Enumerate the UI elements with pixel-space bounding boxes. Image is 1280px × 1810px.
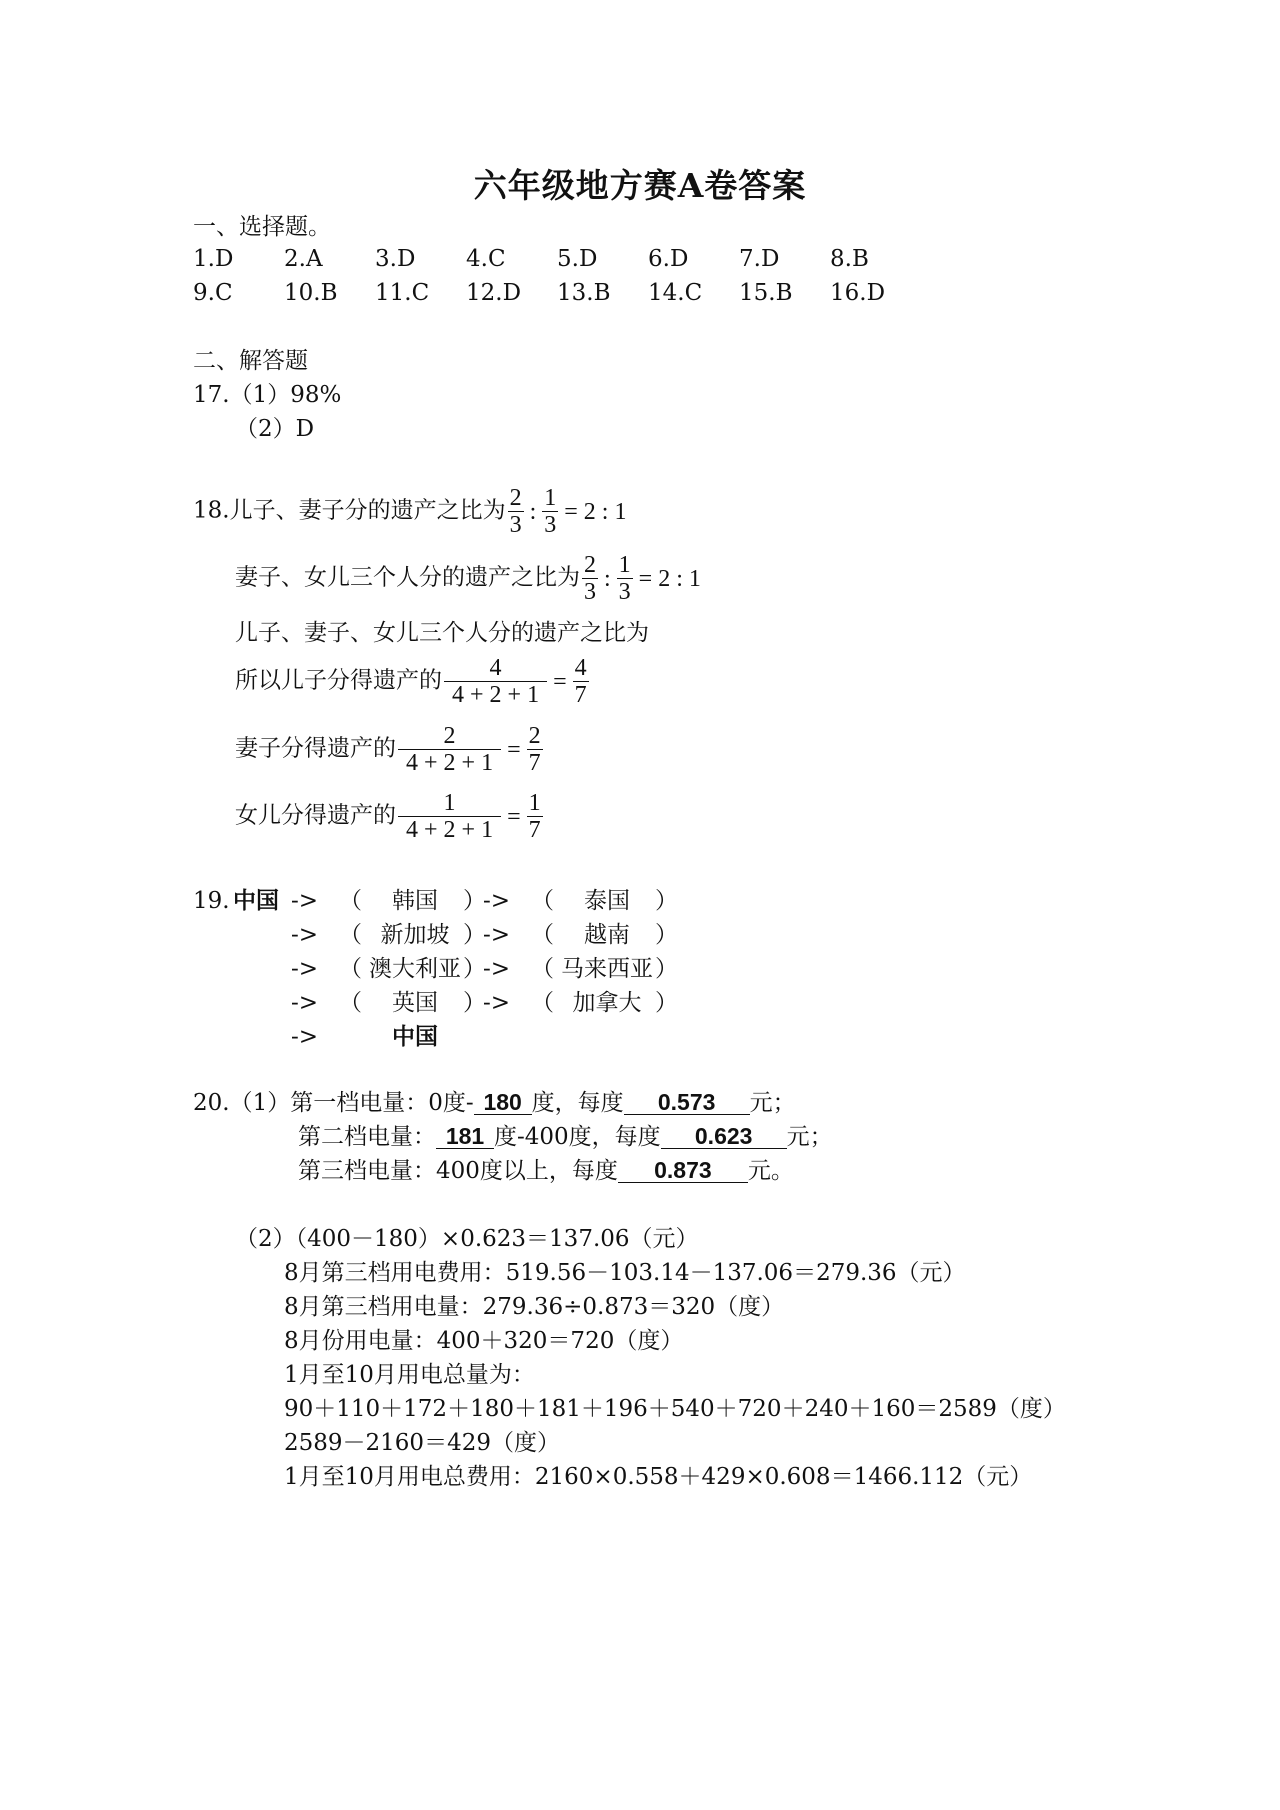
q20-part2-line: 8月第三档用电量：279.36÷0.873＝320（度） <box>284 1294 785 1320</box>
arrow: -> <box>291 1024 319 1050</box>
arrow: -> <box>291 888 319 914</box>
q20-part2-line: 1月至10月用电总费用：2160×0.558＋429×0.608＝1466.112（元） <box>284 1464 1033 1490</box>
q20-part1-line3: 第三档电量：400度以上，每度 0.873 元。 <box>298 1157 794 1184</box>
mc-answer: 4.C <box>466 246 506 272</box>
arrow: -> <box>291 956 319 982</box>
arrow: -> <box>483 956 511 982</box>
fraction: $\frac{4}{7}$ <box>574 655 587 708</box>
blank-answer: 181 <box>436 1124 494 1149</box>
route-stop: 马来西亚 <box>561 956 653 982</box>
q20-part2-line: （2）（400－180）×0.623＝137.06（元） <box>235 1226 699 1252</box>
page-title: 六年级地方赛A卷答案 <box>473 166 807 205</box>
mc-answer: 14.C <box>648 280 703 306</box>
q18-line-2: 妻子、女儿三个人分的遗产之比为 $\frac{2}{3}$ : $\frac{1}{3}$ = 2 : 1 <box>235 552 701 605</box>
q18-line-3: 儿子、妻子、女儿三个人分的遗产之比为 <box>235 620 649 646</box>
route-stop: 韩国 <box>392 888 438 914</box>
route-stop: 英国 <box>392 990 438 1016</box>
q17-part2: （2）D <box>235 416 315 442</box>
fraction: $\frac{4}{4 + 2 + 1}$ <box>444 655 547 708</box>
route-stop: 越南 <box>584 922 630 948</box>
section-heading-solutions: 二、解答题 <box>193 348 308 374</box>
mc-answer: 13.B <box>557 280 611 306</box>
fraction: $\frac{2}{4 + 2 + 1}$ <box>398 723 501 776</box>
blank-answer: 0.873 <box>618 1158 748 1183</box>
mc-answer: 7.D <box>739 246 780 272</box>
route-start: 中国 <box>233 887 279 914</box>
mc-answers-row-1 <box>193 244 921 274</box>
mc-answer: 10.B <box>284 280 338 306</box>
q20-part2-line: 8月份用电量：400＋320＝720（度） <box>284 1328 684 1354</box>
mc-answer: 1.D <box>193 246 234 272</box>
fraction: $\frac{1}{3}$ <box>544 485 557 538</box>
arrow: -> <box>291 990 319 1016</box>
q20-part2-line: 8月第三档用电费用：519.56－103.14－137.06＝279.36（元） <box>284 1260 966 1286</box>
blank-answer: 180 <box>474 1090 532 1115</box>
q18-line-6: 女儿分得遗产的 $\frac{1}{4 + 2 + 1}$ = $\frac{1}{7}$ <box>235 790 541 843</box>
arrow: -> <box>291 922 319 948</box>
route-stop: 澳大利亚 <box>369 956 461 982</box>
mc-answer: 3.D <box>375 246 416 272</box>
mc-answer: 6.D <box>648 246 689 272</box>
fraction: $\frac{1}{4 + 2 + 1}$ <box>398 790 501 843</box>
arrow: -> <box>483 990 511 1016</box>
mc-answer: 16.D <box>830 280 886 306</box>
q20-part1-line2: 第二档电量： 181 度-400度，每度 0.623 元； <box>298 1123 833 1150</box>
section-heading-choice: 一、选择题。 <box>193 214 331 240</box>
mc-answer: 5.D <box>557 246 598 272</box>
arrow: -> <box>483 922 511 948</box>
fraction: $\frac{1}{7}$ <box>528 790 541 843</box>
q18-line-5: 妻子分得遗产的 $\frac{2}{4 + 2 + 1}$ = $\frac{2}{7}$ <box>235 723 541 776</box>
mc-answer: 15.B <box>739 280 793 306</box>
q19-row-2: -> （ 新加坡 ）-> （ 越南 ） <box>193 918 675 952</box>
q19-row-4: -> （ 英国 ）-> （ 加拿大 ） <box>193 986 675 1020</box>
route-end: 中国 <box>392 1023 438 1050</box>
fraction: $\frac{2}{3}$ <box>509 485 522 538</box>
mc-answer: 9.C <box>193 280 233 306</box>
q17-part1: 17.（1）98% <box>193 382 342 408</box>
blank-answer: 0.573 <box>624 1090 750 1115</box>
blank-answer: 0.623 <box>661 1124 787 1149</box>
mc-answer: 8.B <box>830 246 869 272</box>
fraction: $\frac{2}{7}$ <box>528 723 541 776</box>
fraction: $\frac{1}{3}$ <box>618 552 631 605</box>
fraction: $\frac{2}{3}$ <box>584 552 596 605</box>
arrow: -> <box>483 888 511 914</box>
q20-part2-line: 1月至10月用电总量为： <box>284 1362 535 1388</box>
route-stop: 泰国 <box>584 888 630 914</box>
q20-part2-line: 90＋110＋172＋180＋181＋196＋540＋720＋240＋160＝2589（度） <box>284 1396 1066 1422</box>
q19-row-1: 19. 中国 -> （ 韩国 ）-> （ 泰国 ） <box>193 884 675 918</box>
mc-answer: 12.D <box>466 280 522 306</box>
q20-part2-line: 2589－2160＝429（度） <box>284 1430 560 1456</box>
route-stop: 加拿大 <box>572 990 642 1016</box>
q19-row-3: -> （ 澳大利亚）-> （ 马来西亚） <box>193 952 675 986</box>
q20-part1-line1: 20.（1）第一档电量：0度- 180 度，每度 0.573 元； <box>193 1089 796 1116</box>
route-stop: 新加坡 <box>380 922 450 948</box>
q18-line-4: 所以儿子分得遗产的 $\frac{4}{4 + 2 + 1}$ = $\frac{4}{7}$ <box>235 655 587 708</box>
mc-answers-row-2 <box>193 278 921 308</box>
mc-answer: 11.C <box>375 280 430 306</box>
q19-row-5 <box>193 1020 463 1054</box>
q18-line-1: 18.儿子、妻子分的遗产之比为 $\frac{2}{3}$ : $\frac{1}{3}$ = 2 : 1 <box>193 485 627 538</box>
mc-answer: 2.A <box>284 246 323 272</box>
